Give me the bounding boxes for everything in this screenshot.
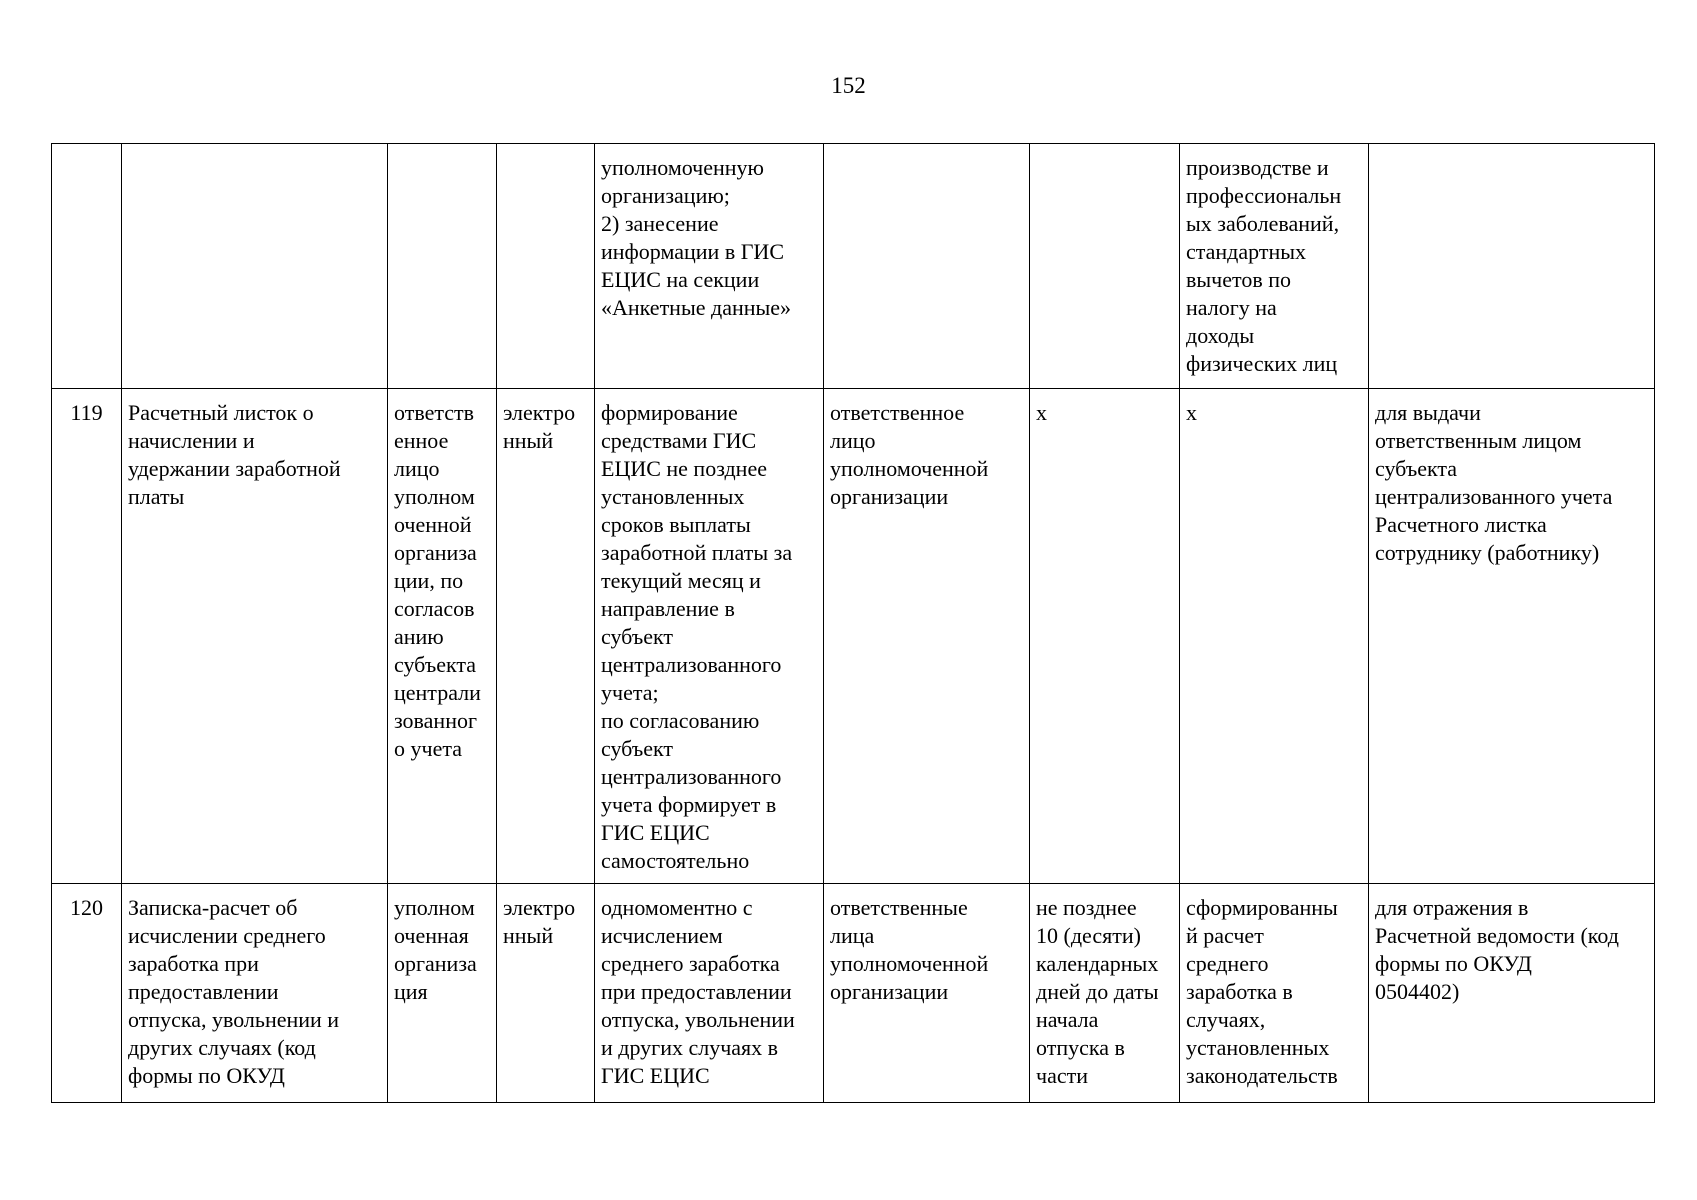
cell-text-line: для выдачи <box>1375 400 1481 425</box>
document-name-cell <box>122 144 388 389</box>
basis-cell <box>1180 884 1369 1103</box>
cell-text-line: уполном <box>394 484 475 509</box>
cell-text-line: «Анкетные данные» <box>601 295 792 320</box>
cell-text-line: среднего заработка <box>601 951 780 976</box>
responsible-creator-cell <box>388 389 497 884</box>
cell-text-line: формы по ОКУД <box>1375 951 1532 976</box>
cell-text-line: ЕЦИС на секции <box>601 267 760 292</box>
cell-text-line: ции, по <box>394 568 464 593</box>
cell-text-line: учета формирует в <box>601 792 777 817</box>
cell-text-line: ГИС ЕЦИС <box>601 1063 710 1088</box>
cell-text-line: субъект <box>601 736 673 761</box>
cell-text-line: законодательств <box>1186 1063 1338 1088</box>
cell-text-line: уполномоченной <box>830 951 989 976</box>
cell-text-line: электро <box>503 895 576 920</box>
formation-procedure-cell <box>595 389 824 884</box>
cell-text-line: ых заболеваний, <box>1186 211 1340 236</box>
row-number-cell <box>52 144 122 389</box>
purpose-cell <box>1369 144 1655 389</box>
cell-text-line: среднего <box>1186 951 1269 976</box>
cell-text-line: электро <box>503 400 576 425</box>
cell-text-line: Расчетной ведомости (код <box>1375 923 1619 948</box>
cell-text-line: централи <box>394 680 481 705</box>
cell-text-line: 10 (десяти) <box>1036 923 1141 948</box>
cell-text-line: предоставлении <box>128 979 279 1004</box>
cell-text-line: ция <box>394 979 428 1004</box>
cell-text-line: лица <box>830 923 875 948</box>
purpose-cell <box>1369 389 1655 884</box>
cell-text-line: начислении и <box>128 428 255 453</box>
cell-text-line: текущий месяц и <box>601 568 761 593</box>
cell-text-line: установленных <box>601 484 745 509</box>
cell-text-line: ЕЦИС не позднее <box>601 456 767 481</box>
cell-text-line: зованног <box>394 708 477 733</box>
cell-text-line: физических лиц <box>1186 351 1338 376</box>
cell-text-line: формирование <box>601 400 738 425</box>
cell-text-line: енное <box>394 428 449 453</box>
cell-text-line: уполном <box>394 895 475 920</box>
cell-text-line: стандартных <box>1186 239 1307 264</box>
cell-text-line: начала <box>1036 1007 1099 1032</box>
cell-text-line: заработка в <box>1186 979 1293 1004</box>
formation-procedure-cell <box>595 884 824 1103</box>
cell-text-line: отпуска в <box>1036 1035 1125 1060</box>
table-row <box>52 389 1655 884</box>
cell-text-line: формы по ОКУД <box>128 1063 285 1088</box>
cell-text-line: организации <box>830 979 949 1004</box>
cell-text-line: сроков выплаты <box>601 512 751 537</box>
deadline-cell <box>1030 884 1180 1103</box>
document-table <box>51 143 1655 1103</box>
cell-text-line: исчислением <box>601 923 723 948</box>
cell-text-line: организацию; <box>601 183 730 208</box>
cell-text-line: организа <box>394 540 477 565</box>
cell-text-line: одномоментно с <box>601 895 753 920</box>
purpose-cell <box>1369 884 1655 1103</box>
cell-text-line: случаях, <box>1186 1007 1266 1032</box>
cell-text-line: по согласованию <box>601 708 760 733</box>
cell-text-line: централизованного учета <box>1375 484 1613 509</box>
document-name-cell <box>122 884 388 1103</box>
cell-text-line: ответственные <box>830 895 968 920</box>
cell-text-line: анию <box>394 624 444 649</box>
cell-text-line: 0504402) <box>1375 979 1460 1004</box>
cell-text-line: оченная <box>394 923 469 948</box>
document-name-cell <box>122 389 388 884</box>
table-row <box>52 144 1655 389</box>
formation-procedure-cell <box>595 144 824 389</box>
cell-text-line: заработка при <box>128 951 259 976</box>
cell-text-line: субъект <box>601 624 673 649</box>
deadline-cell <box>1030 389 1180 884</box>
cell-text-line: Записка-расчет об <box>128 895 298 920</box>
cell-text-line: сотруднику (работнику) <box>1375 540 1600 565</box>
cell-text-line: согласов <box>394 596 475 621</box>
document-form-cell <box>497 884 595 1103</box>
cell-text-line: x <box>1036 400 1047 425</box>
cell-text-line: заработной платы за <box>601 540 793 565</box>
cell-text-line: при предоставлении <box>601 979 792 1004</box>
cell-text-line: Расчетного листка <box>1375 512 1547 537</box>
row-number-cell: 119 <box>52 389 122 884</box>
cell-text-line: отпуска, увольнении и <box>128 1007 340 1032</box>
cell-text-line: платы <box>128 484 185 509</box>
cell-text-line: для отражения в <box>1375 895 1529 920</box>
cell-text-line: ГИС ЕЦИС <box>601 820 710 845</box>
signer-cell <box>824 144 1030 389</box>
cell-text-line: о учета <box>394 736 462 761</box>
signer-cell <box>824 389 1030 884</box>
cell-text-line: x <box>1186 400 1197 425</box>
cell-text-line: субъекта <box>1375 456 1458 481</box>
cell-text-line: организа <box>394 951 477 976</box>
table-row <box>52 884 1655 1103</box>
basis-cell <box>1180 144 1369 389</box>
cell-text-line: исчислении среднего <box>128 923 326 948</box>
document-form-cell <box>497 144 595 389</box>
cell-text-line: ответств <box>394 400 474 425</box>
cell-text-line: самостоятельно <box>601 848 750 873</box>
cell-text-line: отпуска, увольнении <box>601 1007 795 1032</box>
cell-text-line: профессиональн <box>1186 183 1342 208</box>
cell-text-line: оченной <box>394 512 472 537</box>
deadline-cell <box>1030 144 1180 389</box>
cell-text-line: удержании заработной <box>128 456 341 481</box>
cell-text-line: нный <box>503 923 554 948</box>
cell-text-line: ответственное <box>830 400 965 425</box>
cell-text-line: 2) занесение <box>601 211 719 236</box>
table-body <box>52 144 1655 1103</box>
cell-text-line: части <box>1036 1063 1088 1088</box>
cell-text-line: налогу на <box>1186 295 1277 320</box>
cell-text-line: установленных <box>1186 1035 1330 1060</box>
cell-text-line: централизованного <box>601 652 782 677</box>
document-form-cell <box>497 389 595 884</box>
page-number: 152 <box>831 73 866 98</box>
signer-cell <box>824 884 1030 1103</box>
cell-text-line: календарных <box>1036 951 1159 976</box>
cell-text-line: других случаях (код <box>128 1035 316 1060</box>
cell-text-line: Расчетный листок о <box>128 400 314 425</box>
cell-text-line: производстве и <box>1186 155 1329 180</box>
cell-text-line: уполномоченной <box>830 456 989 481</box>
cell-text-line: й расчет <box>1186 923 1264 948</box>
cell-text-line: субъекта <box>394 652 477 677</box>
cell-text-line: вычетов по <box>1186 267 1291 292</box>
cell-text-line: нный <box>503 428 554 453</box>
cell-text-line: и других случаях в <box>601 1035 779 1060</box>
cell-text-line: направление в <box>601 596 735 621</box>
cell-text-line: лицо <box>830 428 876 453</box>
cell-text-line: информации в ГИС <box>601 239 784 264</box>
row-number-cell: 120 <box>52 884 122 1103</box>
cell-text-line: не позднее <box>1036 895 1137 920</box>
responsible-creator-cell <box>388 884 497 1103</box>
cell-text-line: учета; <box>601 680 659 705</box>
cell-text-line: средствами ГИС <box>601 428 757 453</box>
cell-text-line: ответственным лицом <box>1375 428 1582 453</box>
cell-text-line: организации <box>830 484 949 509</box>
responsible-creator-cell <box>388 144 497 389</box>
cell-text-line: доходы <box>1186 323 1255 348</box>
cell-text-line: уполномоченную <box>601 155 764 180</box>
basis-cell <box>1180 389 1369 884</box>
cell-text-line: сформированны <box>1186 895 1338 920</box>
cell-text-line: лицо <box>394 456 440 481</box>
cell-text-line: дней до даты <box>1036 979 1159 1004</box>
cell-text-line: централизованного <box>601 764 782 789</box>
